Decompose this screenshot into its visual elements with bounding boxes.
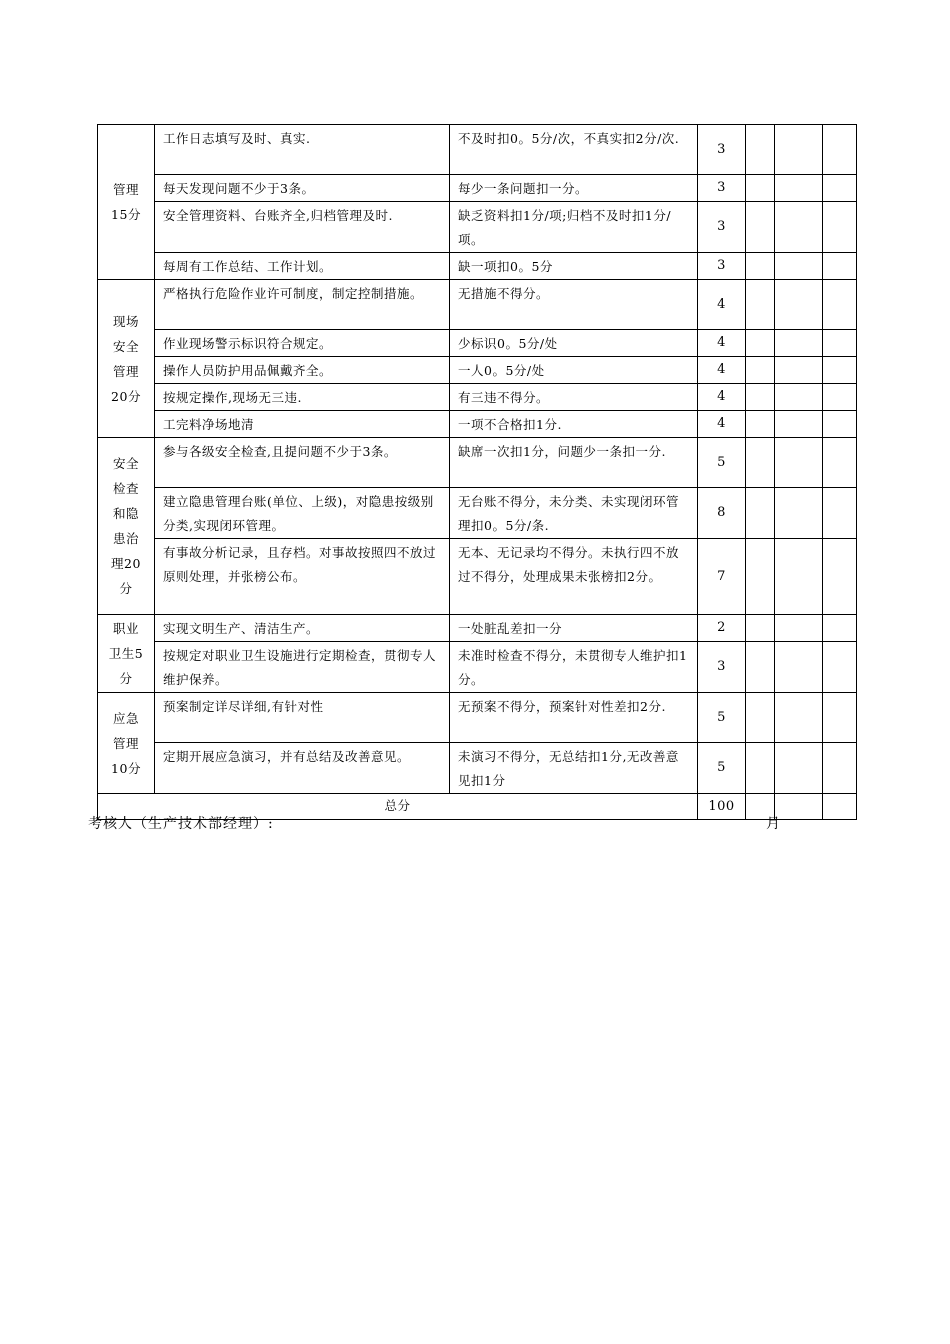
rule-cell: 缺乏资料扣1分/项;归档不及时扣1分/项。: [450, 202, 698, 253]
blank-cell: [823, 202, 857, 253]
score-cell: 4: [698, 280, 746, 330]
assessment-table: [97, 124, 857, 820]
category-cell: 应急 管理 10分: [98, 693, 155, 794]
blank-cell: [775, 125, 823, 175]
rule-cell: 无台账不得分，未分类、未实现闭环管理扣0。5分/条.: [450, 488, 698, 539]
score-cell: 3: [698, 642, 746, 693]
total-score: 100: [698, 794, 746, 820]
blank-cell: [746, 125, 775, 175]
rule-cell: 有三违不得分。: [450, 384, 698, 411]
score-cell: 5: [698, 743, 746, 794]
rule-cell: 一项不合格扣1分.: [450, 411, 698, 438]
rule-cell: 一处脏乱差扣一分: [450, 615, 698, 642]
category-cell: 职业 卫生5 分: [98, 615, 155, 693]
blank-cell: [823, 693, 857, 743]
score-cell: 5: [698, 693, 746, 743]
score-cell: 2: [698, 615, 746, 642]
category-cell: 管理 15分: [98, 125, 155, 280]
category-cell: 安全 检查 和隐 患治 理20 分: [98, 438, 155, 615]
blank-cell: [746, 280, 775, 330]
table-row: [98, 202, 857, 253]
blank-cell: [823, 488, 857, 539]
item-cell: 按规定对职业卫生设施进行定期检查，贯彻专人维护保养。: [155, 642, 450, 693]
table-row: [98, 438, 857, 488]
rule-cell: 无措施不得分。: [450, 280, 698, 330]
blank-cell: [823, 642, 857, 693]
blank-cell: [823, 794, 857, 820]
blank-cell: [823, 539, 857, 615]
assessment-sheet: [97, 124, 856, 820]
blank-cell: [775, 438, 823, 488]
blank-cell: [746, 175, 775, 202]
table-row: [98, 642, 857, 693]
blank-cell: [823, 384, 857, 411]
blank-cell: [775, 175, 823, 202]
table-row: [98, 357, 857, 384]
rule-cell: 未准时检查不得分，未贯彻专人维护扣1分。: [450, 642, 698, 693]
category-cell: 现场 安全 管理 20分: [98, 280, 155, 438]
table-row: [98, 330, 857, 357]
score-cell: 3: [698, 175, 746, 202]
blank-cell: [746, 330, 775, 357]
rule-cell: 未演习不得分，无总结扣1分,无改善意见扣1分: [450, 743, 698, 794]
blank-cell: [775, 384, 823, 411]
score-cell: 3: [698, 125, 746, 175]
rule-cell: 不及时扣0。5分/次，不真实扣2分/次.: [450, 125, 698, 175]
blank-cell: [746, 693, 775, 743]
item-cell: 严格执行危险作业许可制度，制定控制措施。: [155, 280, 450, 330]
table-row: [98, 743, 857, 794]
blank-cell: [823, 357, 857, 384]
blank-cell: [775, 280, 823, 330]
item-cell: 作业现场警示标识符合规定。: [155, 330, 450, 357]
blank-cell: [775, 693, 823, 743]
month-label: 月: [766, 816, 781, 832]
blank-cell: [823, 743, 857, 794]
table-row: [98, 615, 857, 642]
rule-cell: 缺一项扣0。5分: [450, 253, 698, 280]
score-cell: 3: [698, 202, 746, 253]
score-cell: 4: [698, 330, 746, 357]
rule-cell: 无预案不得分，预案针对性差扣2分.: [450, 693, 698, 743]
blank-cell: [775, 330, 823, 357]
rule-cell: 每少一条问题扣一分。: [450, 175, 698, 202]
blank-cell: [746, 488, 775, 539]
blank-cell: [823, 330, 857, 357]
blank-cell: [823, 411, 857, 438]
item-cell: 操作人员防护用品佩戴齐全。: [155, 357, 450, 384]
table-row: [98, 175, 857, 202]
blank-cell: [823, 438, 857, 488]
blank-cell: [775, 743, 823, 794]
blank-cell: [775, 411, 823, 438]
item-cell: 实现文明生产、清洁生产。: [155, 615, 450, 642]
blank-cell: [775, 615, 823, 642]
total-label: 总分: [98, 794, 698, 820]
blank-cell: [775, 539, 823, 615]
table-row: [98, 125, 857, 175]
blank-cell: [746, 202, 775, 253]
score-cell: 3: [698, 253, 746, 280]
blank-cell: [775, 253, 823, 280]
item-cell: 安全管理资料、台账齐全,归档管理及时.: [155, 202, 450, 253]
item-cell: 每周有工作总结、工作计划。: [155, 253, 450, 280]
item-cell: 定期开展应急演习，并有总结及改善意见。: [155, 743, 450, 794]
blank-cell: [823, 175, 857, 202]
footer: [88, 812, 788, 836]
blank-cell: [746, 253, 775, 280]
blank-cell: [746, 411, 775, 438]
score-cell: 5: [698, 438, 746, 488]
score-cell: 4: [698, 384, 746, 411]
item-cell: 每天发现问题不少于3条。: [155, 175, 450, 202]
blank-cell: [746, 615, 775, 642]
table-row: [98, 280, 857, 330]
rule-cell: 一人0。5分/处: [450, 357, 698, 384]
blank-cell: [823, 615, 857, 642]
blank-cell: [775, 642, 823, 693]
table-row: [98, 384, 857, 411]
item-cell: 预案制定详尽详细,有针对性: [155, 693, 450, 743]
table-row: [98, 539, 857, 615]
blank-cell: [775, 488, 823, 539]
blank-cell: [823, 253, 857, 280]
table-row: [98, 253, 857, 280]
score-cell: 8: [698, 488, 746, 539]
assessor-label: 考核人（生产技术部经理）:: [88, 816, 274, 832]
table-row: [98, 693, 857, 743]
item-cell: 有事故分析记录，且存档。对事故按照四不放过原则处理，并张榜公布。: [155, 539, 450, 615]
blank-cell: [746, 642, 775, 693]
score-cell: 7: [698, 539, 746, 615]
item-cell: 参与各级安全检查,且提问题不少于3条。: [155, 438, 450, 488]
score-cell: 4: [698, 411, 746, 438]
item-cell: 工完料净场地清: [155, 411, 450, 438]
blank-cell: [775, 202, 823, 253]
blank-cell: [746, 539, 775, 615]
blank-cell: [775, 357, 823, 384]
item-cell: 工作日志填写及时、真实.: [155, 125, 450, 175]
rule-cell: 少标识0。5分/处: [450, 330, 698, 357]
rule-cell: 无本、无记录均不得分。未执行四不放过不得分，处理成果未张榜扣2分。: [450, 539, 698, 615]
blank-cell: [823, 125, 857, 175]
table-row: [98, 411, 857, 438]
table-row: [98, 488, 857, 539]
blank-cell: [746, 384, 775, 411]
blank-cell: [746, 743, 775, 794]
item-cell: 建立隐患管理台账(单位、上级)，对隐患按级别分类,实现闭环管理。: [155, 488, 450, 539]
item-cell: 按规定操作,现场无三违.: [155, 384, 450, 411]
rule-cell: 缺席一次扣1分，问题少一条扣一分.: [450, 438, 698, 488]
score-cell: 4: [698, 357, 746, 384]
table-body: [98, 125, 857, 820]
blank-cell: [823, 280, 857, 330]
blank-cell: [746, 357, 775, 384]
blank-cell: [746, 438, 775, 488]
